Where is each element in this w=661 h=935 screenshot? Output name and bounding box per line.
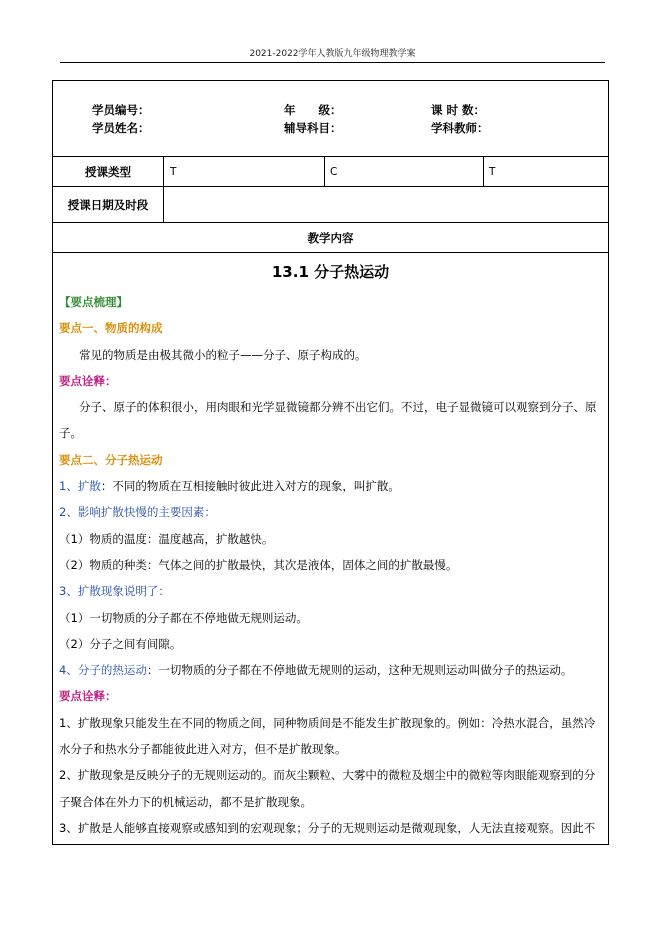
item1: [59, 473, 602, 499]
item3-sub1: （1）一切物质的分子都在不停地做无规则运动。: [59, 610, 308, 625]
teacher-label: 学科教师：: [431, 121, 489, 135]
item4-text: ：一切物质的分子都在不停地做无规则的运动，这种无规则运动叫做分子的热运动。: [146, 663, 573, 678]
student-info-row: [53, 81, 608, 157]
lesson-date-row: [53, 187, 608, 223]
lesson-count-label: 课 时 数：: [431, 103, 486, 117]
item4-label: 4、分子的热运动: [59, 663, 147, 678]
point1-text: 常见的物质是由极其微小的粒子——分子、原子构成的。: [79, 347, 367, 362]
lesson-content: [53, 253, 608, 844]
section-key-points: 【要点梳理】: [59, 295, 128, 309]
item3-label: 3、扩散现象说明了：: [59, 584, 170, 599]
item1-text: ：不同的物质在互相接触时彼此进入对方的现象，叫扩散。: [100, 479, 400, 494]
item1-label: 1、扩散: [59, 479, 101, 494]
page-header: 2021-2022学年人教版九年级物理教学案: [249, 49, 416, 59]
lesson-date-label: 授课日期及时段: [53, 187, 164, 222]
lesson-title: 13.1 分子热运动: [271, 263, 390, 281]
note-3: 3、扩散是人能够直接观察或感知到的宏观现象；分子的无规则运动是微观现象，人无法直接观察。因此不: [59, 820, 596, 835]
lesson-plan-table: [52, 80, 609, 845]
content-heading: 教学内容: [53, 223, 608, 253]
point1-note-title: 要点诠释：: [59, 373, 117, 388]
student-id-label: 学员编号：: [92, 103, 150, 117]
point2-note-title: 要点诠释：: [59, 689, 117, 704]
lesson-type-value-3: T: [489, 165, 496, 178]
subject-label: 辅导科目：: [284, 121, 342, 135]
point1-note-text: 分子、原子的体积很小，用肉眼和光学显微镜都分辨不出它们。不过，电子显微镜可以观察到分子、原子。: [59, 400, 597, 441]
lesson-type-row: [53, 157, 608, 187]
lesson-type-value-2: C: [330, 165, 338, 178]
item4: [59, 657, 602, 683]
lesson-type-label: 授课类型: [53, 157, 164, 186]
header-rule: [60, 62, 605, 63]
note-1: 1、扩散现象只能发生在不同的物质之间，同种物质间是不能发生扩散现象的。例如：冷热水混合，虽然冷水分子和热水分子都能彼此进入对方，但不是扩散现象。: [59, 715, 596, 757]
point2-title: 要点二、分子热运动: [59, 452, 163, 467]
lesson-type-value-1: T: [170, 165, 177, 178]
item2-label: 2、影响扩散快慢的主要因素：: [59, 505, 216, 520]
point1-title: 要点一、物质的构成: [59, 321, 163, 336]
item2-sub2: （2）物质的种类：气体之间的扩散最快，其次是液体，固体之间的扩散最慢。: [59, 557, 458, 572]
item3-sub2: （2）分子之间有间隙。: [59, 636, 182, 651]
grade-label: 年 级：: [284, 103, 342, 117]
note-2: 2、扩散现象是反映分子的无规则运动的。而灰尘颗粒、大雾中的微粒及烟尘中的微粒等肉眼能观察到的分子聚合体在外力下的机械运动，都不是扩散现象。: [59, 768, 596, 809]
student-name-label: 学员姓名：: [92, 121, 150, 135]
item2-sub1: （1）物质的温度：温度越高，扩散越快。: [59, 531, 274, 546]
